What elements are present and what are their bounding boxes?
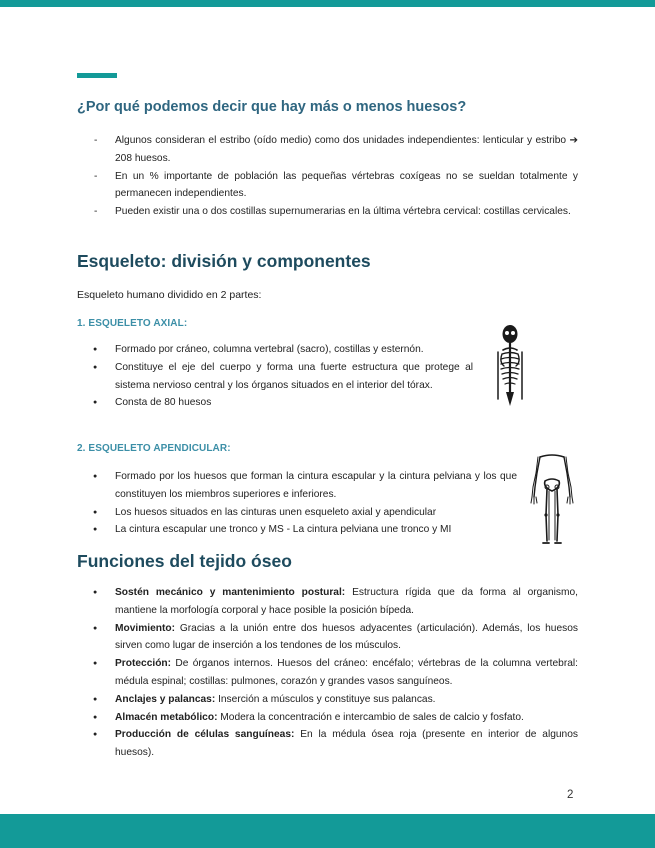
bottom-band bbox=[0, 814, 655, 848]
axial-heading: 1. ESQUELETO AXIAL: bbox=[77, 318, 188, 329]
description: Gracias a la unión entre dos huesos adyacentes (articulación). Además, los huesos sirven como lugar de inserción a los tendones de los músculos. bbox=[115, 622, 578, 652]
accent-bar bbox=[77, 73, 117, 78]
list-item bbox=[77, 655, 578, 691]
description: Modera la concentración e intercambio de sales de calcio y fosfato. bbox=[217, 711, 524, 723]
section-heading-esqueleto: Esqueleto: división y componentes bbox=[77, 251, 371, 271]
term: Protección: bbox=[115, 658, 172, 670]
term: Movimiento: bbox=[115, 622, 175, 634]
description: Estructura rígida que da forma al organismo, mantiene la morfología corporal y hace posible la posición bípeda. bbox=[115, 587, 578, 616]
apendicular-heading: 2. ESQUELETO APENDICULAR: bbox=[77, 443, 231, 454]
term: Producción de células sanguíneas: bbox=[115, 729, 295, 741]
list-item bbox=[77, 691, 578, 709]
reasons-list bbox=[77, 132, 578, 221]
list-item bbox=[77, 726, 578, 762]
term: Anclajes y palancas: bbox=[115, 693, 216, 705]
description: En la médula ósea roja (presente en interior de algunos huesos). bbox=[115, 729, 578, 759]
list-item: ● Formado por cráneo, columna vertebral (sacro), costillas y esternón. bbox=[77, 341, 473, 359]
list-item: ● Constituye el eje del cuerpo y forma una fuerte estructura que protege al sistema nervioso central y los órganos situados en el interior del tórax. bbox=[77, 359, 473, 395]
list-item bbox=[77, 620, 578, 656]
description: De órganos internos. Huesos del cráneo: encéfalo; vértebras de la columna vertebral: médula espinal; costillas: pulmones, corazón y grandes vasos sanguíneos. bbox=[115, 658, 578, 687]
list-item bbox=[77, 584, 578, 620]
description: Inserción a músculos y constituye sus palancas. bbox=[215, 693, 436, 705]
funciones-list bbox=[77, 584, 578, 762]
term: Almacén metabólico: bbox=[115, 711, 218, 723]
axial-skeleton-illustration bbox=[490, 324, 530, 410]
list-item: - Pueden existir una o dos costillas supernumerarias en la última vértebra cervical: costillas cervicales. bbox=[77, 203, 578, 221]
term: Sostén mecánico y mantenimiento postural: bbox=[115, 587, 346, 598]
top-band bbox=[0, 0, 655, 7]
list-item: ● Consta de 80 huesos bbox=[77, 394, 473, 412]
list-item bbox=[77, 709, 578, 727]
section-heading-funciones: Funciones del tejido óseo bbox=[77, 551, 292, 571]
apendicular-list bbox=[77, 468, 517, 539]
list-item: ● Formado por los huesos que forman la cintura escapular y la cintura pelviana y los que constituyen los miembros superiores e inferiores. bbox=[77, 468, 517, 504]
intro-text: Esqueleto humano dividido en 2 partes: bbox=[77, 289, 262, 301]
axial-list bbox=[77, 341, 473, 412]
list-item: ● La cintura escapular une tronco y MS - La cintura pelviana une tronco y MI bbox=[77, 521, 517, 539]
list-item: - En un % importante de población las pequeñas vértebras coxígeas no se sueldan totalmente y permanecen independientes. bbox=[77, 168, 578, 204]
page-number: 2 bbox=[567, 789, 574, 801]
list-item: ● Los huesos situados en las cinturas unen esqueleto axial y apendicular bbox=[77, 504, 517, 522]
section-heading-mas-menos-huesos: ¿Por qué podemos decir que hay más o menos huesos? bbox=[77, 99, 467, 115]
list-item: - Algunos consideran el estribo (oído medio) como dos unidades independientes: lenticular y estribo ➔ 208 huesos. bbox=[77, 132, 578, 168]
appendicular-skeleton-illustration bbox=[530, 451, 574, 547]
